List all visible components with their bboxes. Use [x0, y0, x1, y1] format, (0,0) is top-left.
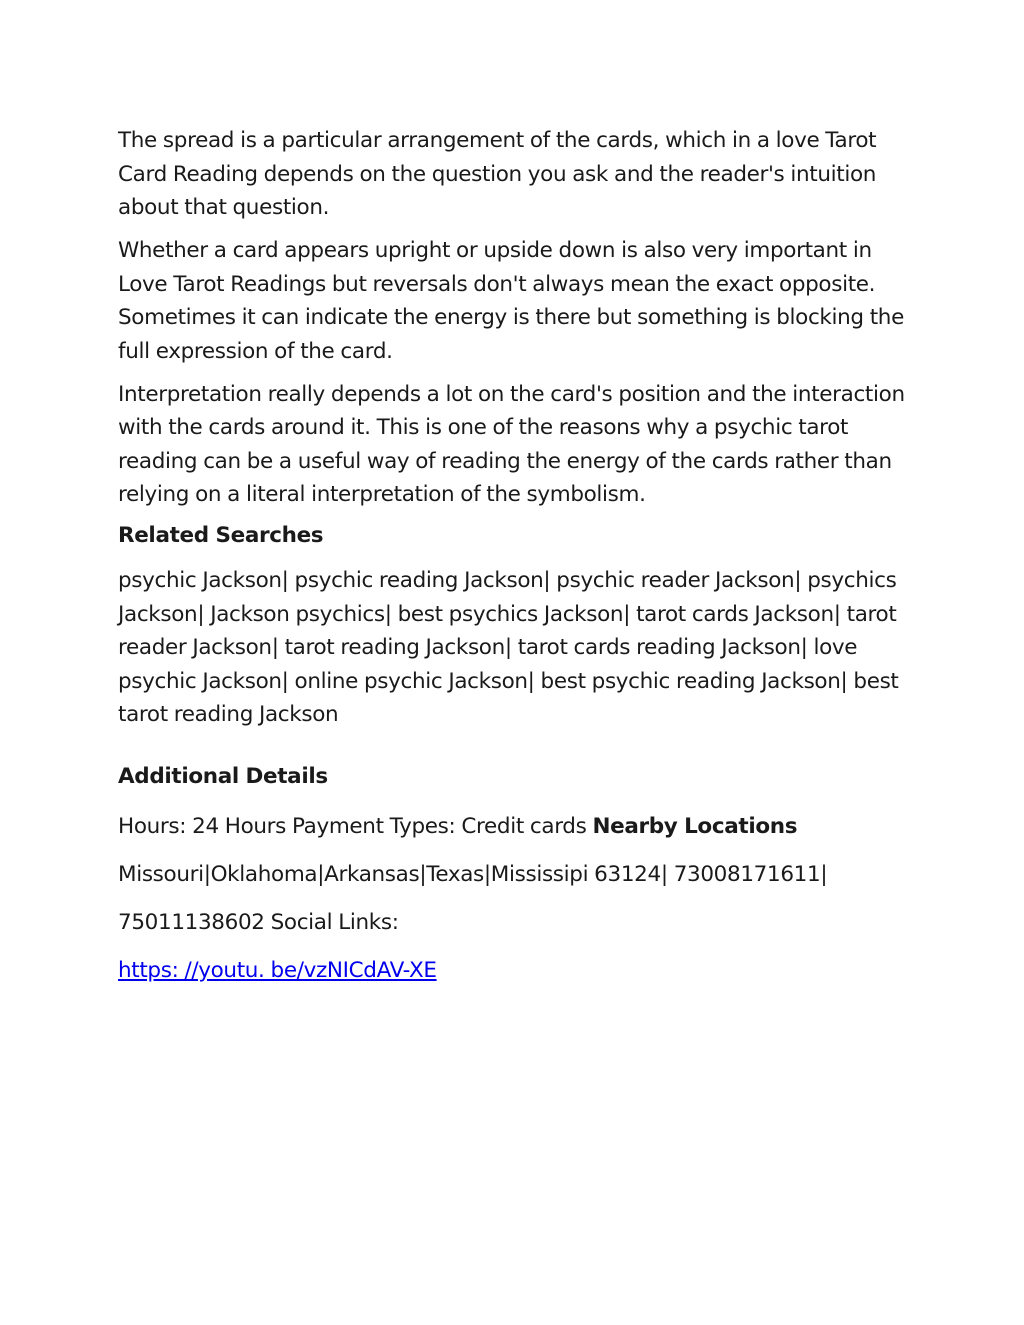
related-searches-text: psychic Jackson| psychic reading Jackson| psychic reader Jackson| psychics Jackson| Jackson psychics| best psychics Jackson| tarot cards Jackson| tarot reader Jackson| tarot reading Jackson| tarot cards reading Jackson| love psychic Jackson| online psychic Jackson| best psychic reading Jackson| best tarot reading Jackson — [118, 568, 899, 727]
locations-line: Missouri|Oklahoma|Arkansas|Texas|Mississipi 63124| 73008171611| — [118, 861, 828, 887]
paragraph-interpretation: Interpretation really depends a lot on the card's position and the interaction with the cards around it. This is one of the reasons why a psychic tarot reading can be a useful way of reading the energy of the cards rather than relying on a literal interpretation of the symbolism. — [118, 381, 905, 507]
link-line — [118, 954, 918, 987]
paragraph-spread: The spread is a particular arrangement of the cards, which in a love Tarot Card Reading depends on the question you ask and the reader's intuition about that question. — [118, 128, 877, 220]
hours-payment-text: Hours: 24 Hours Payment Types: Credit cards — [118, 813, 593, 839]
hours-payment-line — [118, 810, 918, 843]
nearby-locations-label: Nearby Locations — [592, 813, 798, 839]
document-page — [118, 124, 918, 1002]
youtube-link[interactable]: https: //youtu. be/vzNICdAV-XE — [118, 957, 437, 983]
additional-details-heading: Additional Details — [118, 763, 328, 789]
paragraph-reversals: Whether a card appears upright or upside down is also very important in Love Tarot Readings but reversals don't always mean the exact opposite. Sometimes it can indicate the energy is there but something is blocking the full expression of the card. — [118, 238, 904, 364]
related-searches-heading: Related Searches — [118, 523, 324, 548]
social-links-line: 75011138602 Social Links: — [118, 909, 399, 935]
